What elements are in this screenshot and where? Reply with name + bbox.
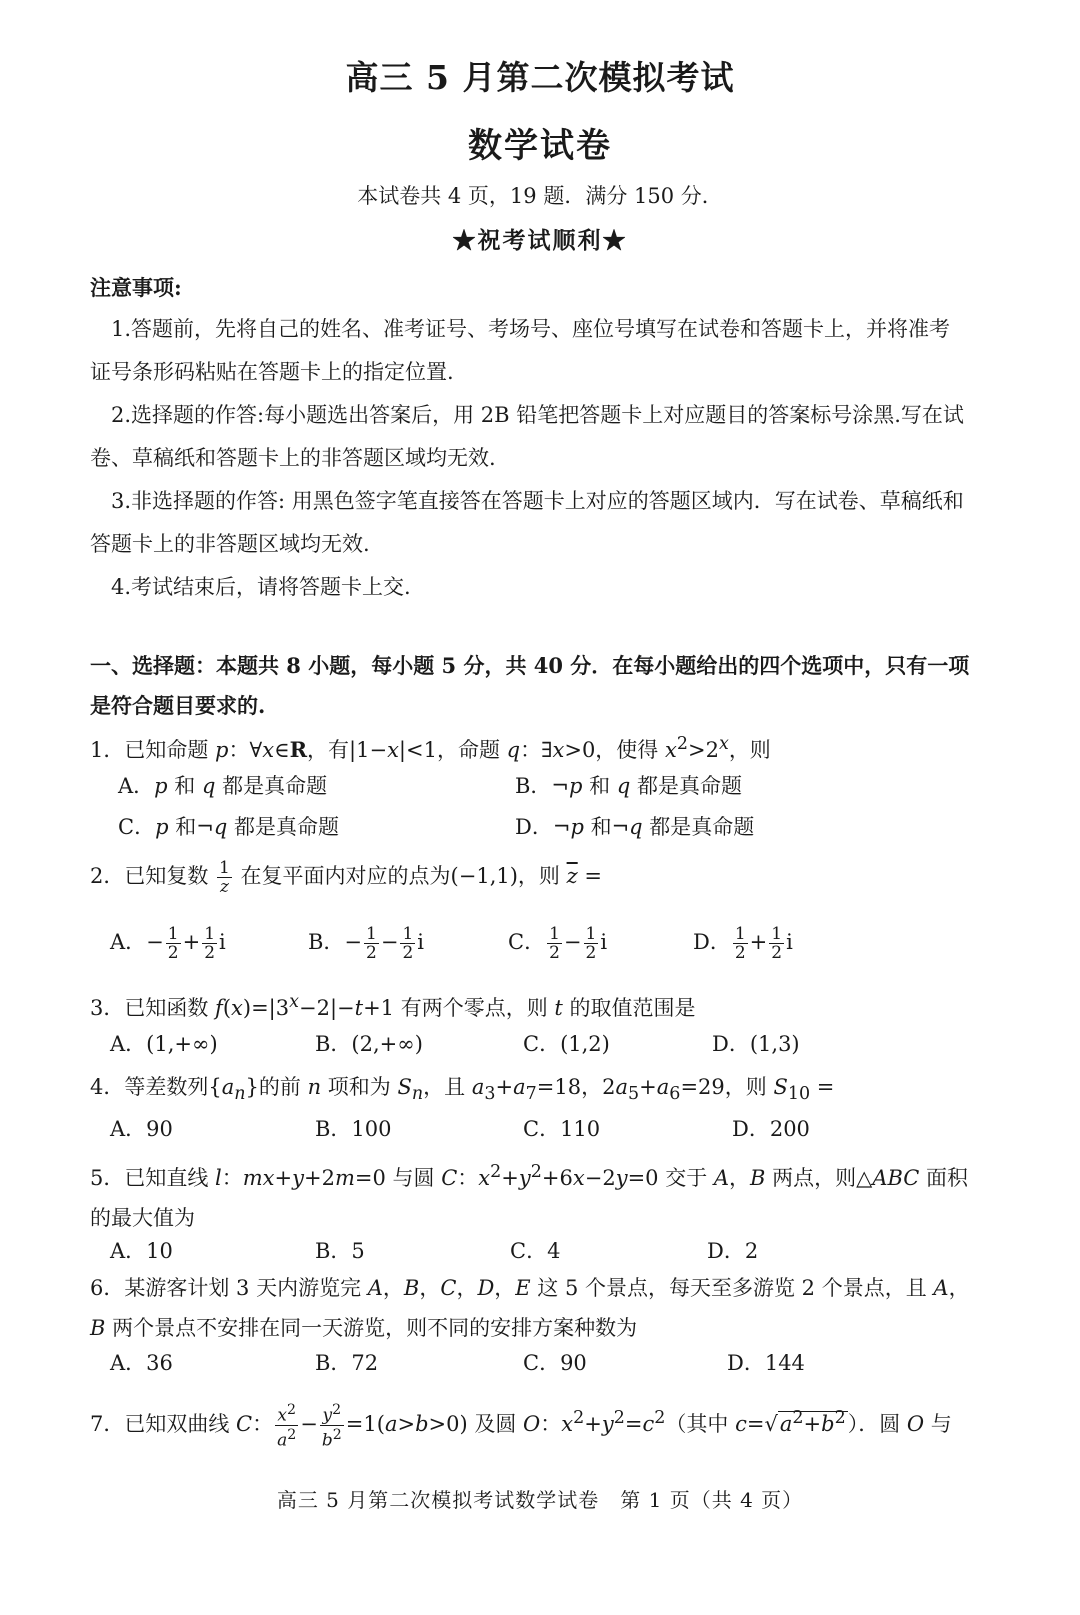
question-4-options [110, 1109, 970, 1149]
question-1-options-row2 [110, 807, 970, 847]
question-3-option-a: A．(1,+∞) [110, 1032, 218, 1056]
question-7-stem: 7．已知双曲线 C： $\frac{x^2}{a^2}$ − $\frac{y^2}{b^2}$ =1(a>b>0) 及圆 O：$x^2+y^2=c^2$（其中 $c=√a^2+b^2$）．圆 O 与 [90, 1402, 952, 1451]
question-2-stem: 2．已知复数 $\frac{1}{z}$ 在复平面内对应的点为(−1,1)，则 $\overline{z}$ = [90, 858, 602, 897]
question-5-option-b: B．5 [315, 1239, 365, 1263]
notice-heading: 注意事项: [90, 275, 182, 300]
notice-item-2: 2.选择题的作答:每小题选出答案后，用 2B 铅笔把答题卡上对应题目的答案标号涂黑.写在试卷、草稿纸和答题卡上的非答题区域均无效. [90, 403, 964, 470]
notice-item-1: 1.答题前，先将自己的姓名、准考证号、考场号、座位号填写在试卷和答题卡上，并将准考证号条形码粘贴在答题卡上的指定位置. [90, 317, 951, 384]
question-4-option-c: C．110 [523, 1117, 601, 1141]
question-2-option-d: D． $\frac{1}{2}$ + $\frac{1}{2}$ i [693, 924, 793, 963]
question-2-options [110, 922, 970, 962]
question-4-option-b: B．100 [315, 1117, 392, 1141]
good-luck-banner: ★祝考试顺利★ [452, 227, 628, 254]
question-6-stem: 6．某游客计划 3 天内游览完 A，B，C，D，E 这 5 个景点，每天至多游览 2 个景点，且 A，B 两个景点不安排在同一天游览，则不同的安排方案种数为 [90, 1276, 970, 1340]
question-5-stem: 5．已知直线 l：mx+y+2m=0 与圆 C：$x^2+y^2+6x-2y=0$ 交于 A，B 两点，则△ABC 面积的最大值为 [90, 1162, 969, 1230]
question-3-stem: 3．已知函数 $f(x)=|3^x-2|-t+1$ 有两个零点，则 t 的取值范围是 [90, 992, 696, 1020]
question-3-option-b: B．(2,+∞) [315, 1032, 423, 1056]
question-6-option-a: A．36 [110, 1351, 173, 1375]
page-footer: 高三 5 月第二次模拟考试数学试卷 第 1 页（共 4 页） [276, 1488, 804, 1512]
notice-item-3: 3.非选择题的作答: 用黑色签字笔直接答在答题卡上对应的答题区域内．写在试卷、草稿纸和答题卡上的非答题区域均无效. [90, 489, 964, 556]
exam-info: 本试卷共 4 页，19 题．满分 150 分． [357, 184, 723, 208]
question-1-options-row1 [110, 766, 970, 806]
question-1-stem: 1．已知命题 p：∀x∈R，有|1−x|<1，命题 q：∃x>0，使得 $x^2>2^x$，则 [90, 734, 771, 762]
notice-item-4: 4.考试结束后，请将答题卡上交. [111, 575, 411, 599]
question-1-option-b: B．¬p 和 q 都是真命题 [515, 774, 742, 798]
question-3-option-d: D．(1,3) [712, 1032, 800, 1056]
subject-title: 数学试卷 [468, 126, 612, 166]
question-1-option-c: C．p 和¬q 都是真命题 [118, 815, 339, 839]
question-6-option-d: D．144 [727, 1351, 805, 1375]
question-2-option-b: B．− $\frac{1}{2}$ − $\frac{1}{2}$ i [308, 924, 425, 963]
question-4-option-a: A．90 [110, 1117, 173, 1141]
question-4-stem: 4．等差数列$\{a_n\}$的前 n 项和为 $S_n$，且 $a_3+a_7=18$，$2a_5+a_6=29$，则 $S_{10}$ = [90, 1075, 835, 1105]
question-6-option-c: C．90 [523, 1351, 587, 1375]
question-5-option-a: A．10 [110, 1239, 173, 1263]
notice-list [90, 308, 970, 609]
question-5-option-c: C．4 [510, 1239, 561, 1263]
question-1-option-a: A．p 和 q 都是真命题 [118, 774, 328, 798]
question-4-option-d: D．200 [732, 1117, 810, 1141]
question-1-option-d: D．¬p 和¬q 都是真命题 [515, 815, 755, 839]
question-2-option-a: A．− $\frac{1}{2}$ + $\frac{1}{2}$ i [110, 924, 226, 963]
section-one-heading: 一、选择题：本题共 8 小题，每小题 5 分，共 40 分．在每小题给出的四个选项中，只有一项是符合题目要求的. [90, 653, 970, 718]
question-6-options [110, 1343, 970, 1383]
question-6-option-b: B．72 [315, 1351, 379, 1375]
exam-title: 高三 5 月第二次模拟考试 [345, 58, 735, 97]
question-5-options [110, 1231, 970, 1271]
question-3-options [110, 1024, 970, 1064]
question-2-option-c: C． $\frac{1}{2}$ − $\frac{1}{2}$ i [508, 924, 608, 963]
question-3-option-c: C．(1,2) [523, 1032, 610, 1056]
question-5-option-d: D．2 [707, 1239, 759, 1263]
